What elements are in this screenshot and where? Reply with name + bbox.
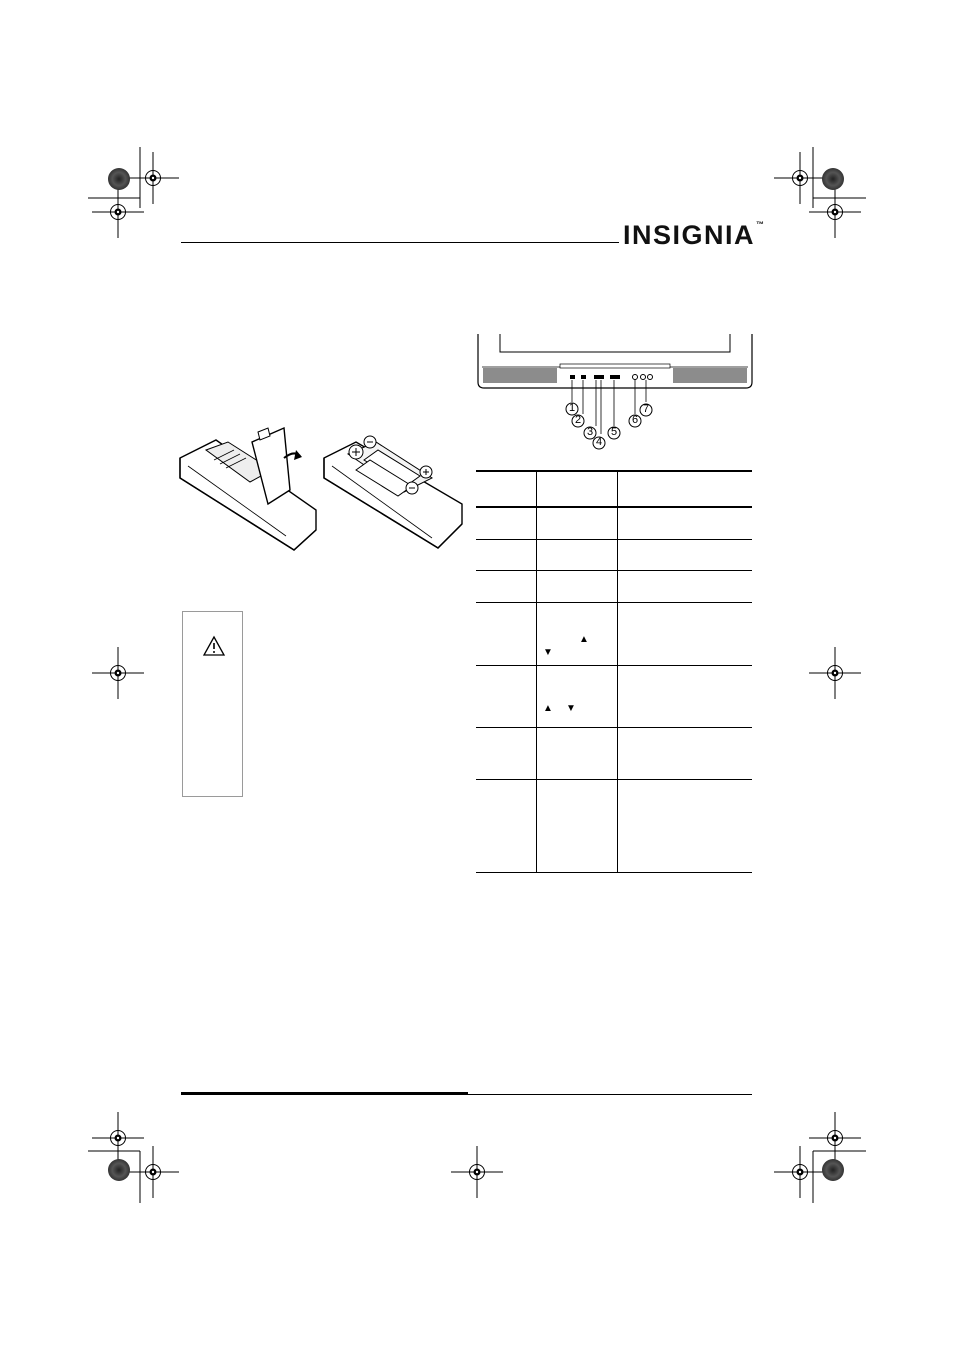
- callout-1: 1: [569, 402, 576, 414]
- registration-mark-icon: [809, 647, 861, 699]
- registration-mark-icon: [774, 152, 826, 204]
- down-arrow-icon: ▼: [543, 647, 553, 658]
- table-header-rule: [476, 506, 752, 508]
- table-bottom-rule: [476, 872, 752, 873]
- color-target-icon: [108, 1159, 130, 1181]
- color-target-icon: [108, 168, 130, 190]
- color-target-icon: [822, 168, 844, 190]
- callout-7: 7: [643, 403, 650, 415]
- table-top-rule: [476, 470, 752, 472]
- callout-4: 4: [596, 436, 603, 448]
- registration-mark-icon: [774, 1146, 826, 1198]
- table-row-rule: [476, 602, 752, 603]
- callout-6: 6: [632, 414, 639, 426]
- trademark-symbol: ™: [756, 220, 765, 229]
- remote-battery-illustration: [176, 420, 466, 555]
- caution-box: [182, 611, 243, 797]
- registration-mark-icon: [92, 647, 144, 699]
- registration-mark-icon: [92, 1112, 144, 1164]
- header-rule: [181, 242, 619, 243]
- table-row-rule: [476, 539, 752, 540]
- table-col-divider: [536, 470, 537, 872]
- table-row-rule: [476, 665, 752, 666]
- down-arrow-icon: ▼: [566, 703, 576, 714]
- warning-triangle-icon: [202, 635, 226, 657]
- brand-logo-text: INSIGNIA: [623, 220, 756, 250]
- up-arrow-icon: ▲: [579, 634, 589, 645]
- registration-mark-icon: [127, 1146, 179, 1198]
- registration-mark-icon: [451, 1146, 503, 1198]
- table-row-rule: [476, 727, 752, 728]
- brand-logo: [623, 220, 764, 251]
- registration-mark-icon: [809, 186, 861, 238]
- registration-mark-icon: [127, 152, 179, 204]
- registration-mark-icon: [92, 186, 144, 238]
- footer-rule: [181, 1094, 752, 1095]
- callout-3: 3: [587, 426, 594, 438]
- table-row-rule: [476, 779, 752, 780]
- registration-mark-icon: [809, 1112, 861, 1164]
- up-arrow-icon: ▲: [543, 703, 553, 714]
- callout-2: 2: [575, 414, 582, 426]
- table-row-rule: [476, 570, 752, 571]
- color-target-icon: [822, 1159, 844, 1181]
- table-col-divider: [617, 470, 618, 872]
- callout-5: 5: [611, 426, 618, 438]
